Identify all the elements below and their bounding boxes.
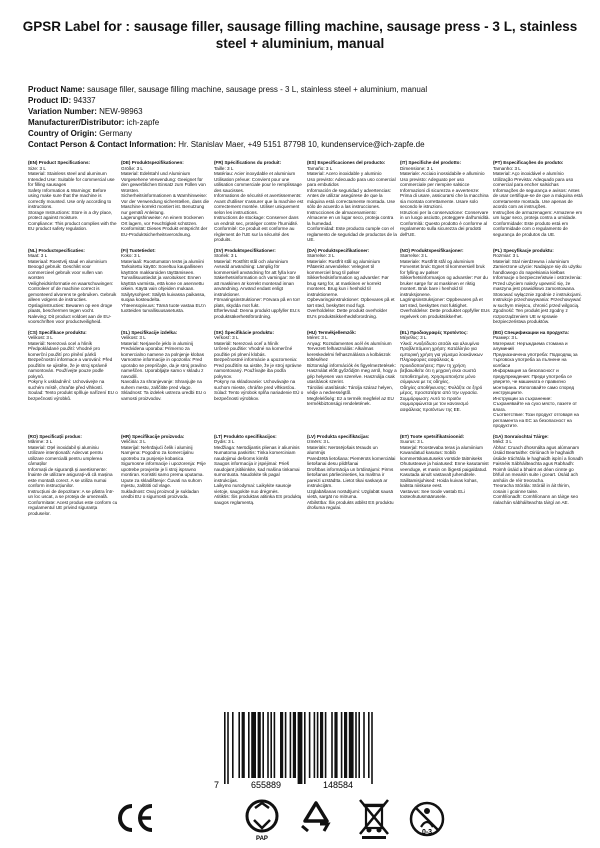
spec-heading: (NL) Productspecificaties: — [28, 247, 85, 253]
barcode-bar — [270, 712, 272, 778]
spec-cell — [28, 330, 118, 429]
spec-cell — [493, 160, 583, 243]
barcode-bar — [355, 712, 357, 778]
spec-cell — [28, 160, 118, 243]
spec-band — [28, 248, 583, 325]
spec-body: Размер: 3 L Материал: Неръждаема стомана и алуминий Предназначена употреба: Подходящ за търговска употреба за пълнене на колбаси Информация за безопасност и предупреждения: Преди употреба се уверете, че машината е правилно монтирана. Използвайте само според инструкциите. Инструкции за съхранение: Съхранявайте на сухо място, пазете от влага. Съответствие: Този продукт отговаря на регламента на ЕС за безопасност на продуктите. — [493, 335, 579, 428]
info-key: Contact Person & Contact Information: — [28, 140, 177, 149]
spec-heading: (IT) Specifiche del prodotto: — [400, 160, 461, 165]
barcode-bar — [290, 712, 292, 778]
spec-body: Méid: 3 L Ábhar: Cruach dhosmálta agus alúmanam Úsáid Beartaithe: Oiriúnach le haghaidh úsáide tráchtála le haghaidh ispíní a líonadh Faisnéis Sábháilteachta agus Rabhadh: Roimh úsáid a bhaint as déan cinnte go bhfuil an meaisín suite i gceart. Úsáid ach amháin de réir treoracha. Treoracha Stórála: Stóráil in áit thirim, cosain i gcoinne taise. Comhlíonadh: Comhlíonann an táirge seo rialachán sábháilteachta táirgí an AE. — [493, 439, 583, 505]
spec-band — [28, 160, 583, 243]
spec-heading: (SL) Specifikacije izdelka: — [121, 329, 178, 335]
spec-heading: (PL) Specyfikacje produktu: — [493, 247, 554, 253]
compliance-symbols — [0, 798, 600, 848]
barcode-bar — [298, 712, 303, 784]
barcode-bar — [363, 712, 365, 778]
spec-cell — [214, 434, 304, 517]
spec-cell — [493, 248, 583, 325]
spec-body: Tamanho: 3 L Material: Aço inoxidável e alumínio Utilização Prevista: Adequado para uso comercial para encher salsichas Informações de segurança e avisos: Antes de usar certifique-se de que a máquina está corretamente montada. Use apenas de acordo com as instruções. Instruções de armazenagem: Armazene em um lugar seco, proteja contra a umidade. Conformidade: Este produto está em conformidade com o regulamento de segurança de produtos da UE. — [493, 165, 583, 237]
info-key: Product Name: — [28, 85, 85, 94]
spec-heading: (LT) Produkto specifikacijos: — [214, 433, 277, 439]
info-row-country-of-origin — [28, 128, 583, 139]
spec-heading: (FI) Tuotetiedot: — [121, 247, 156, 253]
spec-band — [28, 434, 583, 517]
child-age-warning-icon — [408, 800, 446, 838]
spec-heading: (CS) Specifikace produktu: — [28, 329, 87, 335]
info-value: 94337 — [73, 96, 96, 105]
info-row-contact — [28, 139, 583, 150]
spec-cell — [121, 160, 211, 243]
info-value: NEW-98963 — [99, 107, 143, 116]
spec-body: Størrelse: 3 L Materiale: Rustfrit stål og aluminium Påtænkt anvendelse: Velegnet til kommerciel brug til pølser Sikkerhedsinformation og advarsler: Før brug sørg for, at maskinen er korrekt monteret. Brug kun i henhold til instruktionerne. Opbevaringsinstruktioner: Opbevares på et tørt sted, beskyttet mod fugt. Overholdelse: Dette produkt overholder EU's produktsikkerhedsforordning. — [307, 253, 395, 319]
recycling-paper-icon — [243, 798, 281, 842]
spec-cell — [400, 248, 490, 325]
spec-heading: (RO) Specificații produs: — [28, 433, 82, 439]
spec-body: Taille: 3 L Matériau: Acier inoxydable et aluminium Utilisation prévue: Convient pour une utilisation commerciale pour le remplissage des saucisses. Informations de sécurité et avertissements: Avant d'utiliser s'assurer que la machine est correctement montée. Utiliser uniquement selon les instructions. Instructions de stockage: Conserver dans un endroit sec, protéger contre l'humidité. Conformité: Ce produit est conforme au règlement de l'UE sur la sécurité des produits. — [214, 165, 304, 242]
spec-body: Suurus: 3 L Materjal: Roostevaba teras ja alumiinium Kavandatud kasutus: Sobib kommertskasutuseks vorstide täitmiseks Ohutusteave ja hoiatused: Enne kasutamist veenduge, et masin on õigesti paigaldatud. Kasutada ainult vastavalt juhenditele. Säilitamisjuhised: Hoida kuivas kohas, kaitsta niiskuse eest. Vastavus: See toode vastab ELi tooteohutusmäärusele. — [400, 439, 489, 499]
spec-body: Koko: 3 L Materiaali: Ruostumaton teräs ja alumiini Tarkoitettu käyttö: Soveltuu kaupalliseen käyttöön makkaroiden täyttämiseen. Turvallisuustiedot ja varoitukset: Ennen käyttöä varmista, että kone on asennettu oikein. Käytä vain ohjeiden mukaan. Säilytysohjeet: Säilytä kuivassa paikassa, suojaa kosteudelta. Yhteensopivuus: Tämä tuote vastaa EU:n tuotteiden turvallisuusasetusta. — [121, 253, 206, 313]
barcode-bar — [314, 712, 316, 778]
product-info — [28, 84, 583, 150]
page-title: GPSR Label for : sausage filler, sausage filling machine, sausage press - 3 L, stainless steel + aluminium, manual — [22, 19, 578, 51]
spec-heading: (PT) Especificações do produto: — [493, 160, 564, 165]
info-value: sausage filler, sausage filling machine, sausage press - 3 L, stainless steel + aluminium, manual — [87, 85, 428, 94]
info-value: ich-zapfe — [126, 118, 160, 127]
barcode-right-digits: 148584 — [322, 780, 354, 790]
spec-heading: (SK) Špecifikácie produktu: — [214, 329, 274, 335]
spec-cell — [307, 248, 397, 325]
barcode-bar — [293, 712, 296, 778]
language-spec-grid — [28, 160, 583, 521]
barcode-bar — [224, 712, 226, 784]
crossed-wheelie-bin-icon — [358, 798, 390, 840]
spec-body: Velikost: 3 L Material: Nerjaveče jeklo in aluminij Predvidena uporaba: Primerno za komercialno namene za polnjenje klobas Varnostne informacije in opozorila: Pred uporabo se prepričajte, da je stroj pravilno nameščen. Uporabljajte samo v skladu z navodili. Navodila za shranjevanje: Shranjujte na suhem mestu, zaščitite pred vlago. Skladnost: Ta izdelek ustreza uredbi EU o varnosti proizvodov. — [121, 335, 207, 401]
spec-cell — [214, 160, 304, 243]
spec-heading: (BG) Спецификации на продукта: — [493, 329, 570, 335]
barcode-first-digit: 7 — [214, 780, 220, 790]
ean-barcode — [210, 710, 390, 792]
spec-heading: (HR) Specifikacije proizvoda: — [121, 433, 185, 439]
barcode-bar — [262, 712, 264, 778]
spec-heading: (DE) Produktspezifikationen: — [121, 160, 184, 165]
info-value: Germany — [99, 129, 133, 138]
spec-body: Maat: 3 L Materiaal: Roestvrij staal en aluminium Beoogd gebruik: Geschikt voor commercieel gebruik voor vullen van worsten Veiligheidsinformatie en waarschuwingen: Controleer of de machine correct is gemonteerd alvorens te gebruiken. Gebruik alleen volgens de instructies. Opslaginstructies: Bewaren op een droge plaats, beschermen tegen vocht. Naleving: Dit product voldoet aan de EU-voorschriften voor productveiligheid. — [28, 253, 117, 324]
info-key: Country of Origin: — [28, 129, 97, 138]
barcode-bar — [341, 712, 343, 778]
spec-cell — [400, 330, 490, 429]
spec-heading: (SV) Produktspecifikationer: — [214, 247, 276, 253]
barcode-bar — [232, 712, 234, 778]
spec-body: Μέγεθος: 3 L Υλικό: Ανοξείδωτο ατσάλι και αλουμίνιο Προβλεπόμενη χρήση: Κατάλληλο για εμπορική χρήση για γέμισμα λουκάνικων Πληροφορίες ασφάλειας & προειδοποιήσεις: Πριν τη χρήση βεβαιωθείτε ότι η μηχανή είναι σωστά τοποθετημένη. Χρησιμοποιήστε μόνο σύμφωνα με τις οδηγίες. Οδηγίες αποθήκευσης: Φυλάξτε σε ξηρό μέρος, προστατέψτε από την υγρασία. Συμμόρφωση: Αυτό το προϊόν συμμορφώνεται με τον κανονισμό ασφάλειας προϊόντων της ΕΕ. — [400, 335, 483, 412]
barcode-bar — [309, 712, 311, 778]
spec-cell — [28, 248, 118, 325]
recycling-arrows-icon — [298, 800, 334, 836]
spec-body: Izmērs: 3 L Materiāls: Nerūsējošais tērauds un alumīnijs Paredzētā lietošana: Piemērots komerciālai lietošanai desu pildīšanai Drošības informācija un brīdinājumi: Pirms lietošanas pārliecinieties, ka mašīna ir pareizi uzstādīta. Lietot tikai saskaņā ar instrukcijām. Uzglabāšanas norādījumi: Uzglabāt sausā vietā, sargāt no mitruma. Atbilstība: Šis produkts atbilst ES produktu drošuma regulai. — [307, 439, 396, 510]
barcode-bar — [325, 712, 327, 778]
barcode-bar — [251, 712, 256, 778]
barcode-bar — [358, 712, 360, 778]
spec-cell — [214, 330, 304, 429]
spec-cell — [28, 434, 118, 517]
spec-cell — [121, 330, 211, 429]
spec-cell — [214, 248, 304, 325]
info-row-product-name — [28, 84, 583, 95]
barcode-bar — [227, 712, 229, 784]
barcode-bar — [258, 712, 261, 778]
spec-body: Size: 3 L Material: Stainless steel and aluminum Intended Use: Suitable for commercial use for filling sausages Safety Information & Warnings: Before using make sure that the machine is correctly mounted. Use only according to instructions. Storage Instructions: Store in a dry place, protect against moisture. Compliance: This product complies with the EU product safety regulation. — [28, 165, 117, 231]
spec-heading: (LV) Produkta specifikācijas: — [307, 433, 370, 439]
spec-body: Mărime: 3 L Material: Oțel inoxidabil și aluminiu Utilizare intenționată: Adecvat pentru utilizare comercială pentru umplerea cârnaților Informații de siguranță și avertismente: Înainte de utilizare asigurați-vă că mașina este montată corect. A se utiliza numai conform instrucțiunilor. Instrucțiuni de depozitare: A se păstra într-un loc uscat, a se proteja de umezeală. Conformitate: Acest produs este conform cu regulamentul UE privind siguranța produselor. — [28, 439, 118, 516]
info-key: Product ID: — [28, 96, 72, 105]
spec-body: Größe: 3 L Material: Edelstahl und Aluminium Vorgesehene Verwendung: Geeignet für den gewerblichen Einsatz zum Füllen von Würsten. Sicherheitsinformationen & Warnhinweise: Vor der Verwendung sicherstellen, dass die Maschine korrekt montiert ist. Benutzung nur gemäß Anleitung. Lagerungshinweise: An einem trockenen Ort lagern, vor Feuchtigkeit schützen. Konformität: Dieses Produkt entspricht der EU-Produktsicherheitsverordnung. — [121, 165, 210, 237]
info-key: Manufacturer/Distributor: — [28, 118, 125, 127]
spec-cell — [493, 434, 583, 517]
spec-body: Størrelse: 3 L Materiale: Rustfritt stål og aluminium Forventet bruk: Egnet til kommersiell bruk for fylling av pølser Sikkerhetsinformasjon og advarsler: Før du bruker sørge for at maskinen er riktig montert. Bruk bare i henhold til instruksjonene. Lagringsinstruksjoner: Oppbevares på et tørt sted, beskyttes mot fuktighet. Overholdelse: Dette produktet oppfyller EUs regelverk om produktsikkerhet. — [400, 253, 490, 319]
spec-cell — [121, 434, 211, 517]
barcode-bar — [344, 712, 347, 778]
barcode-bar — [320, 712, 323, 778]
barcode-bar — [317, 712, 319, 778]
spec-heading: (EN) Product Specifications: — [28, 160, 91, 165]
spec-heading: (HU) Termékjellemzők: — [307, 329, 357, 335]
barcode-bars — [224, 712, 373, 784]
spec-heading: (EL) Προδιαγραφές προϊόντος: — [400, 329, 468, 335]
spec-body: Tamaño: 3 L Material: Acero inoxidable y aluminio Uso previsto: Adecuado para uso comercial para embutidos Información de seguridad y advertencias: Antes de utilizar asegúrese de que la máquina está correctamente montada. Use sólo de acuerdo a las instrucciones. Instrucciones de almacenamiento: Almacene en un lugar seco, proteja contra la humedad. Conformidad: Este producto cumple con el reglamento de seguridad de productos de la UE. — [307, 165, 397, 242]
barcode-bar — [371, 712, 373, 784]
barcode-bar — [280, 712, 283, 778]
spec-cell — [493, 330, 583, 429]
barcode-bar — [304, 712, 306, 784]
barcode-bar — [242, 712, 245, 778]
barcode-left-digits: 655889 — [250, 780, 282, 790]
spec-heading: (ET) Toote spetsifikatsioonid: — [400, 433, 465, 439]
info-row-variation-number — [28, 106, 583, 117]
spec-heading: (DA) Produktspecifikationer: — [307, 247, 370, 253]
spec-body: Méret: 3 L Anyag: Rozsdamentes acél és alumínium Tervezett felhasználás: Alkalmas kereskedelmi felhasználásra a kolbászok töltéséhez Biztonsági információk és figyelmeztetések: Használat előtt győződjön meg arról, hogy a gép helyesen van szerelve. Használja csak utasítások szerint. Tárolási utasítások: Tárolja száraz helyen, védje a nedvességtől. Megfelelőség: Ez a termék megfelel az EU termékbiztonsági rendeletének. — [307, 335, 397, 406]
spec-body: Dimensione: 3 L Materiale: Acciaio inossidabile e alluminio Uso previsto: Adeguato per uso commerciale per riempire salsicce Informazioni di sicurezza e avvertenze: Prima di usare, assicurarsi che la macchina sia montata correttamente. Usare solo secondo le istruzioni. Istruzioni per la conservazione: Conservare in un luogo asciutto, proteggere dall'umidità. Conformità: Questo prodotto è conforme al regolamento sulla sicurezza dei prodotti dell'UE. — [400, 165, 490, 237]
barcode-bar — [349, 712, 354, 778]
spec-heading: (GA) Sonraíochtaí Táirge: — [493, 433, 549, 439]
spec-heading: (ES) Especificaciones del producto: — [307, 160, 386, 165]
spec-heading: (FR) Spécifications du produit: — [214, 160, 282, 165]
spec-cell — [307, 330, 397, 429]
spec-cell — [307, 434, 397, 517]
spec-cell — [121, 248, 211, 325]
spec-cell — [400, 434, 490, 517]
barcode-bar — [248, 712, 250, 778]
info-row-product-id — [28, 95, 583, 106]
spec-heading: (NO) Produktspesifikasjoner: — [400, 247, 464, 253]
barcode-bar — [368, 712, 370, 778]
svg-text:PAP: PAP — [256, 836, 268, 842]
spec-cell — [307, 160, 397, 243]
spec-cell — [400, 160, 490, 243]
spec-body: Storlek: 3 L Material: Rostfritt stål och aluminium Avsedd användning: Lämplig för kommersiell användning för att fylla korv Säkerhetsinformation och varningar: Se till att maskinen är korrekt monterad innan användning. Använd endast enligt instruktioner. Förvaringsinstruktioner: Förvara på en torr plats, skydda mot fukt. Efterlevnad: Denna produkt uppfyller EU:s produktsäkerhetsförordning. — [214, 253, 301, 319]
info-value: Hr. Stanislav Maer, +49 5151 87798 10, kundenservice@ich-zapfe.de — [178, 140, 425, 149]
spec-body: Rozmiar: 3 L Materiał: Stal nierdzewna i aluminium Zamierzone użycie: Nadające się do użytku handlowego do napełniania kiełbas Informacje o bezpieczeństwie i ostrzeżenia: Przed użyciem należy upewnić się, że maszyna jest prawidłowo zamontowana. Stosować wyłącznie zgodnie z instrukcjami. Instrukcje przechowywania: Przechowywać w suchym miejscu, chronić przed wilgocią. Zgodność: Ten produkt jest zgodny z rozporządzeniem UE w sprawie bezpieczeństwa produktów. — [493, 253, 582, 324]
barcode-bar — [238, 712, 240, 778]
spec-band — [28, 330, 583, 429]
barcode-bar — [331, 712, 333, 778]
barcode-bar — [285, 712, 287, 778]
svg-text:0-3: 0-3 — [421, 829, 433, 836]
barcode-bar — [267, 712, 269, 778]
spec-body: Dydis: 3 L Medžiaga: Nerūdijantis plienas ir aliuminis Numatoma paskirtis: Tinka komerciniam naudojimui dešroms kimšti Saugos informacija ir įspėjimai: Prieš naudojant įsitikinkite, kad mašina tinkamai sumontuota. Naudokite tik pagal instrukcijas. Laikymo nurodymai: Laikykite sausoje vietoje, saugokite nuo drėgmės. Atitiktis: Šis produktas atitinka ES produktų saugos reglamentą. — [214, 439, 302, 505]
barcode-bar — [274, 712, 276, 778]
spec-body: Veľkosť: 3 L Materiál: Nerezová oceľ a hliník Určené použitie: Vhodné na komerčné použitie pri plnení klobás. Bezpečnostné informácie a upozornenia: Pred použitím sa uistite, že je stroj správne namontovaný. Používajte iba podľa pokynov. Pokyny na skladovanie: Uchovávajte na suchom mieste, chráňte pred vlhkosťou. Súlad: Tento výrobok spĺňa nariadenie EÚ o bezpečnosti výrobkov. — [214, 335, 304, 401]
info-row-manufacturer — [28, 117, 583, 128]
barcode-bar — [334, 712, 337, 778]
spec-body: Velikost: 3 L Materiál: Nerezová ocel a hliník Předpokládané použití: Vhodné pro komerční použití pro plnění párků Bezpečnostní informace a varování: Před použitím se ujistěte, že je stroj správně namontován. Používejte pouze podle pokynů. Pokyny k uskladnění: Uchovávejte na suchém místě, chraňte před vlhkostí. Soulad: Tento produkt splňuje nařízení EU o bezpečnosti výrobků. — [28, 335, 118, 401]
info-key: Variation Number: — [28, 107, 97, 116]
spec-body: Veličina: 3 L Materijal: Nehrđajući čelik i aluminij Namjena: Pogodno za komercijalnu upotrebu za punjenje kobasica Sigurnosne informacije i upozorenja: Prije upotrebe provjerite je li stroj ispravno montiran. Koristiti samo prema uputama. Upute za skladištenje: Čuvati na suhom mjestu, zaštititi od vlage. Sukladnost: Ovaj proizvod je sukladan uredbi EU o sigurnosti proizvoda. — [121, 439, 206, 499]
ce-mark-icon — [115, 802, 155, 834]
